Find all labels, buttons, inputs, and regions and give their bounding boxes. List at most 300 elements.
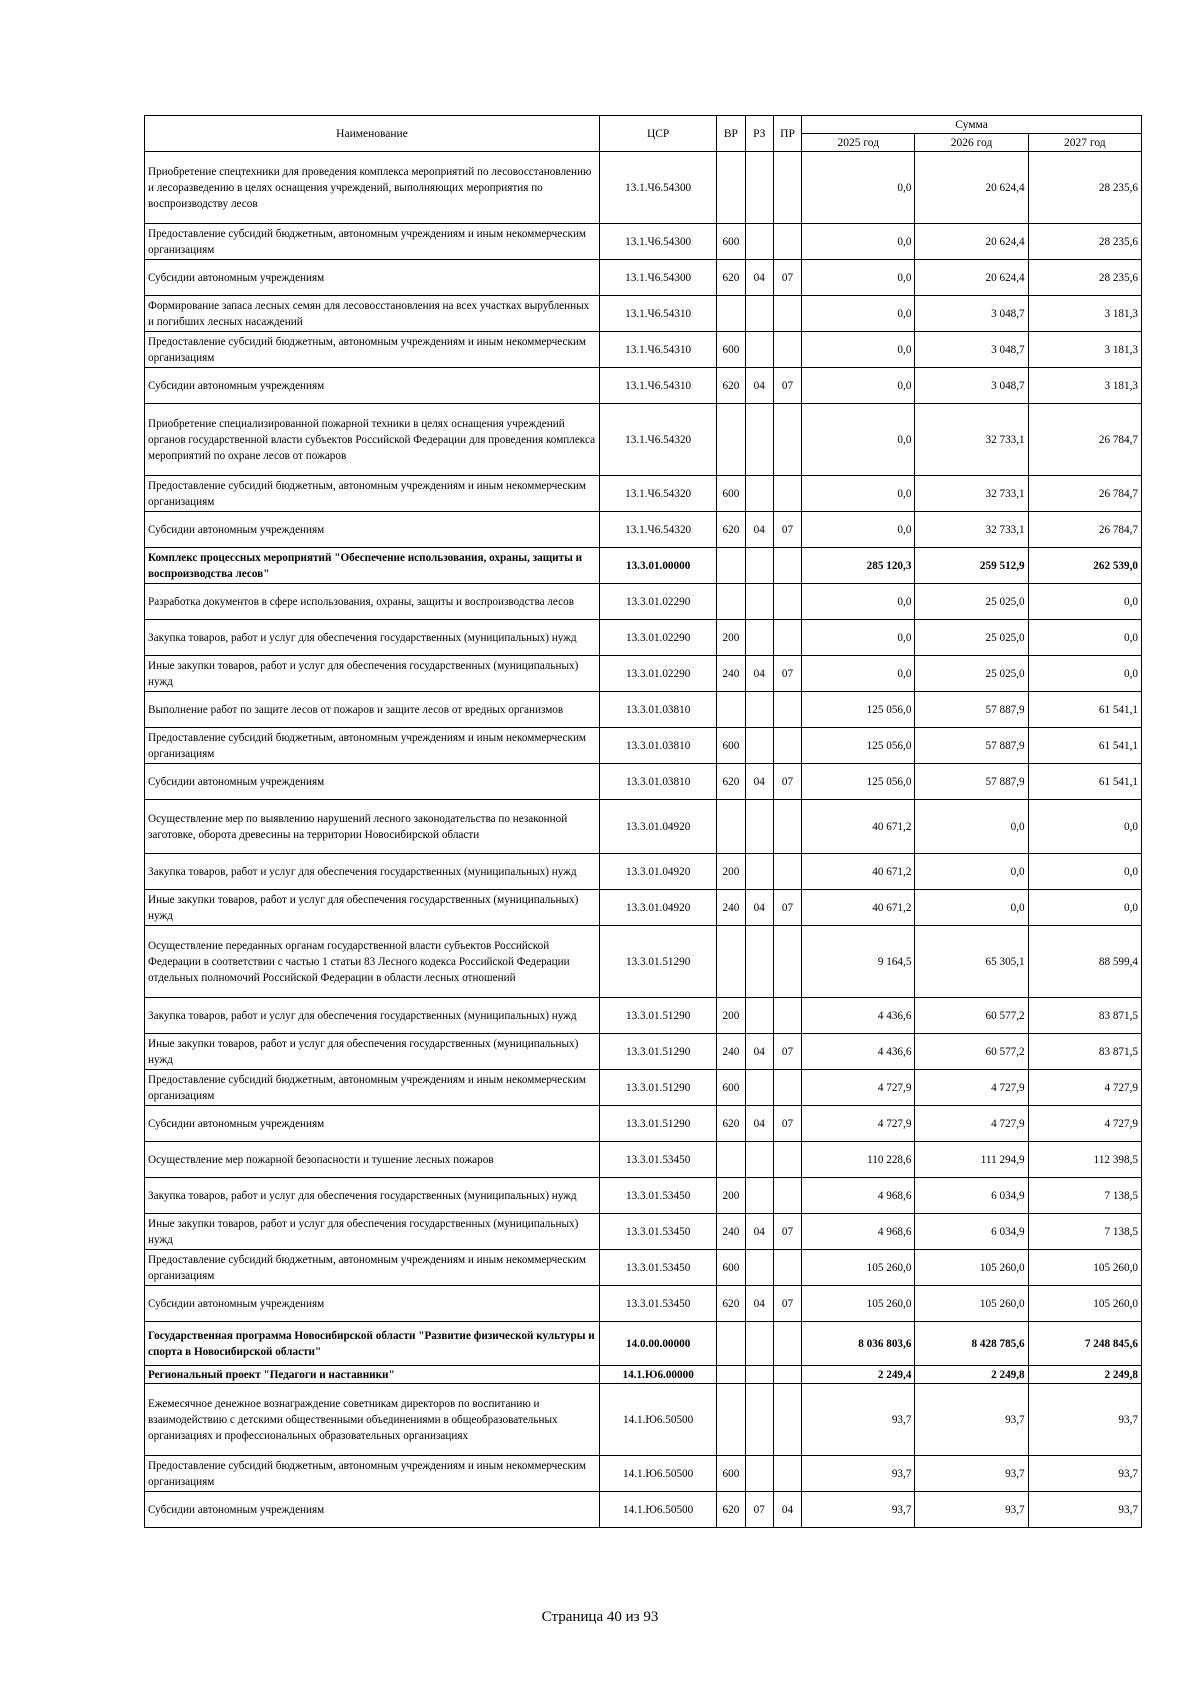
row-rz: 04	[745, 890, 773, 926]
row-pr	[773, 800, 801, 854]
row-name: Иные закупки товаров, работ и услуг для обеспечения государственных (муниципальных) нужд	[145, 656, 600, 692]
row-pr: 07	[773, 890, 801, 926]
row-sum-2026: 111 294,9	[915, 1142, 1028, 1178]
row-sum-2025: 0,0	[802, 656, 915, 692]
row-pr	[773, 1384, 801, 1456]
row-csr: 13.3.01.04920	[600, 800, 717, 854]
row-vr: 620	[717, 260, 745, 296]
row-vr	[717, 692, 745, 728]
row-rz: 04	[745, 1106, 773, 1142]
table-row	[145, 584, 1142, 620]
row-pr	[773, 152, 801, 224]
row-pr	[773, 926, 801, 998]
row-sum-2026: 93,7	[915, 1384, 1028, 1456]
row-rz: 04	[745, 656, 773, 692]
row-name: Приобретение спецтехники для проведения комплекса мероприятий по лесовосстановлению и лесоразведению в целях оснащения учреждений, выполняющих мероприятия по воспроизводству лесов	[145, 152, 600, 224]
row-sum-2025: 4 436,6	[802, 998, 915, 1034]
row-vr: 240	[717, 1034, 745, 1070]
row-sum-2025: 0,0	[802, 332, 915, 368]
row-pr: 07	[773, 368, 801, 404]
row-name: Закупка товаров, работ и услуг для обеспечения государственных (муниципальных) нужд	[145, 998, 600, 1034]
row-vr: 200	[717, 854, 745, 890]
row-name: Разработка документов в сфере использования, охраны, защиты и воспроизводства лесов	[145, 584, 600, 620]
row-pr	[773, 998, 801, 1034]
row-rz	[745, 998, 773, 1034]
row-sum-2027: 4 727,9	[1028, 1106, 1141, 1142]
row-vr	[717, 800, 745, 854]
row-sum-2027: 88 599,4	[1028, 926, 1141, 998]
row-rz	[745, 728, 773, 764]
row-csr: 13.3.01.04920	[600, 854, 717, 890]
row-sum-2026: 60 577,2	[915, 998, 1028, 1034]
row-rz: 04	[745, 1286, 773, 1322]
row-sum-2026: 3 048,7	[915, 296, 1028, 332]
row-sum-2027: 0,0	[1028, 854, 1141, 890]
row-name: Государственная программа Новосибирской области "Развитие физической культуры и спорта в Новосибирской области"	[145, 1322, 600, 1366]
row-sum-2025: 8 036 803,6	[802, 1322, 915, 1366]
row-sum-2026: 93,7	[915, 1456, 1028, 1492]
row-csr: 14.1.Ю6.50500	[600, 1384, 717, 1456]
row-csr: 13.1.Ч6.54320	[600, 476, 717, 512]
row-csr: 13.3.01.03810	[600, 692, 717, 728]
row-vr	[717, 584, 745, 620]
row-vr: 600	[717, 1456, 745, 1492]
row-sum-2026: 57 887,9	[915, 764, 1028, 800]
row-vr: 620	[717, 512, 745, 548]
row-rz: 07	[745, 1492, 773, 1528]
table-row	[145, 656, 1142, 692]
row-vr: 240	[717, 1214, 745, 1250]
row-sum-2027: 0,0	[1028, 656, 1141, 692]
row-sum-2027: 0,0	[1028, 800, 1141, 854]
row-sum-2025: 93,7	[802, 1456, 915, 1492]
row-sum-2026: 60 577,2	[915, 1034, 1028, 1070]
row-pr	[773, 332, 801, 368]
row-csr: 13.1.Ч6.54300	[600, 152, 717, 224]
row-pr	[773, 1178, 801, 1214]
row-sum-2027: 105 260,0	[1028, 1286, 1141, 1322]
row-sum-2027: 83 871,5	[1028, 998, 1141, 1034]
row-pr: 07	[773, 656, 801, 692]
row-sum-2027: 28 235,6	[1028, 260, 1141, 296]
header-sum: Сумма	[802, 116, 1142, 134]
row-name: Предоставление субсидий бюджетным, автономным учреждениям и иным некоммерческим организациям	[145, 332, 600, 368]
table-row	[145, 296, 1142, 332]
row-sum-2025: 110 228,6	[802, 1142, 915, 1178]
table-row	[145, 692, 1142, 728]
row-name: Субсидии автономным учреждениям	[145, 512, 600, 548]
header-vr: ВР	[717, 116, 745, 152]
row-csr: 13.3.01.51290	[600, 1106, 717, 1142]
row-sum-2027: 0,0	[1028, 584, 1141, 620]
page-number: Страница 40 из 93	[541, 1609, 659, 1625]
row-sum-2026: 93,7	[915, 1492, 1028, 1528]
row-name: Осуществление мер пожарной безопасности и тушение лесных пожаров	[145, 1142, 600, 1178]
row-pr: 07	[773, 260, 801, 296]
row-csr: 13.3.01.51290	[600, 998, 717, 1034]
row-sum-2025: 40 671,2	[802, 800, 915, 854]
row-vr	[717, 404, 745, 476]
row-name: Региональный проект "Педагоги и наставники"	[145, 1366, 600, 1384]
row-pr	[773, 1366, 801, 1384]
row-pr: 07	[773, 1214, 801, 1250]
row-sum-2025: 93,7	[802, 1492, 915, 1528]
row-pr	[773, 1250, 801, 1286]
row-sum-2027: 0,0	[1028, 620, 1141, 656]
row-pr	[773, 728, 801, 764]
row-csr: 14.1.Ю6.50500	[600, 1492, 717, 1528]
row-sum-2027: 105 260,0	[1028, 1250, 1141, 1286]
row-rz: 04	[745, 512, 773, 548]
row-sum-2027: 28 235,6	[1028, 152, 1141, 224]
row-vr: 200	[717, 620, 745, 656]
row-rz: 04	[745, 1214, 773, 1250]
row-sum-2025: 0,0	[802, 296, 915, 332]
row-sum-2026: 20 624,4	[915, 224, 1028, 260]
row-name: Приобретение специализированной пожарной техники в целях оснащения учреждений органов государственной власти субъектов Российской Федерации для проведения комплекса мероприятий по охране лесов от пожаров	[145, 404, 600, 476]
table-row	[145, 1034, 1142, 1070]
table-row	[145, 728, 1142, 764]
row-sum-2026: 3 048,7	[915, 332, 1028, 368]
row-rz	[745, 476, 773, 512]
row-sum-2025: 0,0	[802, 476, 915, 512]
row-rz	[745, 1366, 773, 1384]
row-sum-2027: 112 398,5	[1028, 1142, 1141, 1178]
row-sum-2026: 57 887,9	[915, 692, 1028, 728]
row-csr: 13.3.01.02290	[600, 656, 717, 692]
row-vr: 600	[717, 224, 745, 260]
row-sum-2026: 65 305,1	[915, 926, 1028, 998]
row-pr: 07	[773, 1106, 801, 1142]
row-sum-2027: 93,7	[1028, 1456, 1141, 1492]
row-vr: 620	[717, 764, 745, 800]
table-row	[145, 800, 1142, 854]
row-sum-2026: 20 624,4	[915, 152, 1028, 224]
row-sum-2027: 3 181,3	[1028, 332, 1141, 368]
row-csr: 13.3.01.00000	[600, 548, 717, 584]
table-row	[145, 854, 1142, 890]
row-csr: 13.1.Ч6.54310	[600, 368, 717, 404]
row-sum-2027: 28 235,6	[1028, 224, 1141, 260]
row-rz	[745, 1070, 773, 1106]
row-pr	[773, 1142, 801, 1178]
row-vr	[717, 926, 745, 998]
row-sum-2026: 25 025,0	[915, 584, 1028, 620]
row-sum-2025: 125 056,0	[802, 692, 915, 728]
row-sum-2027: 2 249,8	[1028, 1366, 1141, 1384]
table-row	[145, 1366, 1142, 1384]
row-sum-2026: 57 887,9	[915, 728, 1028, 764]
row-csr: 13.3.01.51290	[600, 1070, 717, 1106]
row-pr	[773, 1322, 801, 1366]
table-row	[145, 1178, 1142, 1214]
row-sum-2027: 26 784,7	[1028, 404, 1141, 476]
row-sum-2025: 4 727,9	[802, 1106, 915, 1142]
row-name: Закупка товаров, работ и услуг для обеспечения государственных (муниципальных) нужд	[145, 854, 600, 890]
row-vr: 600	[717, 1250, 745, 1286]
row-sum-2025: 0,0	[802, 152, 915, 224]
row-name: Выполнение работ по защите лесов от пожаров и защите лесов от вредных организмов	[145, 692, 600, 728]
row-name: Субсидии автономным учреждениям	[145, 368, 600, 404]
table-row	[145, 1492, 1142, 1528]
row-name: Предоставление субсидий бюджетным, автономным учреждениям и иным некоммерческим организациям	[145, 1250, 600, 1286]
row-sum-2026: 259 512,9	[915, 548, 1028, 584]
row-vr: 600	[717, 1070, 745, 1106]
table-row	[145, 548, 1142, 584]
table-header	[145, 116, 1142, 152]
row-pr	[773, 1456, 801, 1492]
row-csr: 13.1.Ч6.54320	[600, 404, 717, 476]
row-vr	[717, 1384, 745, 1456]
row-sum-2025: 4 727,9	[802, 1070, 915, 1106]
row-sum-2025: 0,0	[802, 224, 915, 260]
row-pr: 07	[773, 512, 801, 548]
row-sum-2025: 4 436,6	[802, 1034, 915, 1070]
row-sum-2027: 4 727,9	[1028, 1070, 1141, 1106]
row-name: Субсидии автономным учреждениям	[145, 764, 600, 800]
row-vr: 600	[717, 476, 745, 512]
header-year-2026: 2026 год	[915, 134, 1028, 152]
table-row	[145, 1250, 1142, 1286]
row-pr: 07	[773, 1034, 801, 1070]
row-rz	[745, 152, 773, 224]
row-pr	[773, 620, 801, 656]
table-row	[145, 1322, 1142, 1366]
row-name: Предоставление субсидий бюджетным, автономным учреждениям и иным некоммерческим организациям	[145, 1456, 600, 1492]
row-csr: 14.1.Ю6.00000	[600, 1366, 717, 1384]
row-rz	[745, 1178, 773, 1214]
row-sum-2026: 32 733,1	[915, 404, 1028, 476]
row-sum-2027: 61 541,1	[1028, 692, 1141, 728]
table-row	[145, 1106, 1142, 1142]
row-name: Осуществление мер по выявлению нарушений лесного законодательства по незаконной заготовке, оборота древесины на территории Новосибирской области	[145, 800, 600, 854]
row-csr: 13.3.01.04920	[600, 890, 717, 926]
row-sum-2027: 7 138,5	[1028, 1178, 1141, 1214]
row-sum-2027: 262 539,0	[1028, 548, 1141, 584]
row-sum-2026: 32 733,1	[915, 512, 1028, 548]
row-csr: 13.3.01.02290	[600, 584, 717, 620]
row-name: Комплекс процессных мероприятий "Обеспечение использования, охраны, защиты и воспроизводства лесов"	[145, 548, 600, 584]
table-row	[145, 152, 1142, 224]
row-rz	[745, 1456, 773, 1492]
row-sum-2026: 4 727,9	[915, 1106, 1028, 1142]
row-sum-2027: 7 248 845,6	[1028, 1322, 1141, 1366]
row-rz	[745, 1322, 773, 1366]
row-vr	[717, 296, 745, 332]
row-name: Иные закупки товаров, работ и услуг для обеспечения государственных (муниципальных) нужд	[145, 1034, 600, 1070]
row-rz	[745, 854, 773, 890]
row-sum-2026: 105 260,0	[915, 1286, 1028, 1322]
header-pr: ПР	[773, 116, 801, 152]
table-body	[145, 152, 1142, 1528]
row-sum-2026: 32 733,1	[915, 476, 1028, 512]
table-row	[145, 1286, 1142, 1322]
row-rz: 04	[745, 260, 773, 296]
row-name: Иные закупки товаров, работ и услуг для обеспечения государственных (муниципальных) нужд	[145, 890, 600, 926]
row-sum-2025: 105 260,0	[802, 1286, 915, 1322]
table-row	[145, 1142, 1142, 1178]
header-name: Наименование	[145, 116, 600, 152]
row-name: Иные закупки товаров, работ и услуг для обеспечения государственных (муниципальных) нужд	[145, 1214, 600, 1250]
row-sum-2025: 125 056,0	[802, 764, 915, 800]
row-vr	[717, 1366, 745, 1384]
table-row	[145, 764, 1142, 800]
row-sum-2026: 0,0	[915, 890, 1028, 926]
row-csr: 13.3.01.03810	[600, 764, 717, 800]
row-name: Осуществление переданных органам государственной власти субъектов Российской Федерации в соответствии с частью 1 статьи 83 Лесного кодекса Российской Федерации отдельных полномочий Российской Федерации в области лесных отношений	[145, 926, 600, 998]
row-pr: 07	[773, 1286, 801, 1322]
row-pr	[773, 584, 801, 620]
row-sum-2025: 40 671,2	[802, 890, 915, 926]
header-csr: ЦСР	[600, 116, 717, 152]
table-row	[145, 1456, 1142, 1492]
header-year-2025: 2025 год	[802, 134, 915, 152]
row-sum-2026: 0,0	[915, 854, 1028, 890]
row-sum-2027: 3 181,3	[1028, 368, 1141, 404]
row-sum-2026: 6 034,9	[915, 1178, 1028, 1214]
table-row	[145, 512, 1142, 548]
row-vr: 240	[717, 656, 745, 692]
row-rz	[745, 800, 773, 854]
row-csr: 13.1.Ч6.54300	[600, 260, 717, 296]
row-vr: 620	[717, 1106, 745, 1142]
row-sum-2025: 0,0	[802, 584, 915, 620]
row-sum-2026: 8 428 785,6	[915, 1322, 1028, 1366]
row-sum-2027: 0,0	[1028, 890, 1141, 926]
row-sum-2026: 3 048,7	[915, 368, 1028, 404]
row-sum-2025: 285 120,3	[802, 548, 915, 584]
table-row	[145, 1214, 1142, 1250]
row-rz	[745, 296, 773, 332]
row-sum-2026: 2 249,8	[915, 1366, 1028, 1384]
table-row	[145, 332, 1142, 368]
row-vr: 200	[717, 1178, 745, 1214]
row-csr: 13.3.01.51290	[600, 926, 717, 998]
row-csr: 13.1.Ч6.54300	[600, 224, 717, 260]
row-csr: 14.0.00.00000	[600, 1322, 717, 1366]
row-sum-2027: 26 784,7	[1028, 476, 1141, 512]
row-pr	[773, 476, 801, 512]
row-vr	[717, 1142, 745, 1178]
row-sum-2025: 9 164,5	[802, 926, 915, 998]
row-vr: 240	[717, 890, 745, 926]
row-name: Субсидии автономным учреждениям	[145, 1492, 600, 1528]
row-csr: 13.3.01.53450	[600, 1214, 717, 1250]
row-csr: 13.1.Ч6.54310	[600, 296, 717, 332]
row-vr: 600	[717, 332, 745, 368]
row-pr	[773, 296, 801, 332]
row-csr: 13.3.01.53450	[600, 1286, 717, 1322]
table-row	[145, 476, 1142, 512]
row-name: Предоставление субсидий бюджетным, автономным учреждениям и иным некоммерческим организациям	[145, 476, 600, 512]
row-vr: 620	[717, 368, 745, 404]
row-vr: 620	[717, 1492, 745, 1528]
table-row	[145, 404, 1142, 476]
row-sum-2027: 61 541,1	[1028, 764, 1141, 800]
row-sum-2026: 4 727,9	[915, 1070, 1028, 1106]
row-sum-2025: 4 968,6	[802, 1178, 915, 1214]
row-name: Закупка товаров, работ и услуг для обеспечения государственных (муниципальных) нужд	[145, 620, 600, 656]
row-sum-2027: 3 181,3	[1028, 296, 1141, 332]
row-rz	[745, 692, 773, 728]
row-name: Предоставление субсидий бюджетным, автономным учреждениям и иным некоммерческим организациям	[145, 1070, 600, 1106]
row-pr	[773, 224, 801, 260]
table-row	[145, 368, 1142, 404]
row-vr	[717, 1322, 745, 1366]
row-csr: 13.1.Ч6.54320	[600, 512, 717, 548]
row-name: Предоставление субсидий бюджетным, автономным учреждениям и иным некоммерческим организациям	[145, 224, 600, 260]
row-pr	[773, 548, 801, 584]
table-row	[145, 260, 1142, 296]
row-csr: 13.3.01.51290	[600, 1034, 717, 1070]
row-name: Формирование запаса лесных семян для лесовосстановления на всех участках вырубленных и погибших лесных насаждений	[145, 296, 600, 332]
row-pr: 04	[773, 1492, 801, 1528]
row-sum-2026: 105 260,0	[915, 1250, 1028, 1286]
table-row	[145, 926, 1142, 998]
row-csr: 13.3.01.02290	[600, 620, 717, 656]
table-row	[145, 890, 1142, 926]
row-sum-2025: 0,0	[802, 512, 915, 548]
row-sum-2025: 125 056,0	[802, 728, 915, 764]
row-sum-2025: 4 968,6	[802, 1214, 915, 1250]
row-sum-2025: 0,0	[802, 260, 915, 296]
row-sum-2026: 6 034,9	[915, 1214, 1028, 1250]
header-rz: РЗ	[745, 116, 773, 152]
row-sum-2025: 2 249,4	[802, 1366, 915, 1384]
row-rz	[745, 584, 773, 620]
row-rz: 04	[745, 368, 773, 404]
row-sum-2026: 20 624,4	[915, 260, 1028, 296]
row-sum-2026: 25 025,0	[915, 656, 1028, 692]
row-pr	[773, 854, 801, 890]
table-row	[145, 224, 1142, 260]
row-rz	[745, 1250, 773, 1286]
row-vr	[717, 152, 745, 224]
row-vr	[717, 548, 745, 584]
row-sum-2027: 83 871,5	[1028, 1034, 1141, 1070]
row-name: Ежемесячное денежное вознаграждение советникам директоров по воспитанию и взаимодействию с детскими общественными объединениями в общеобразовательных организациях и профессиональных образовательных организациях	[145, 1384, 600, 1456]
table-row	[145, 998, 1142, 1034]
row-rz	[745, 1142, 773, 1178]
row-sum-2026: 25 025,0	[915, 620, 1028, 656]
row-name: Предоставление субсидий бюджетным, автономным учреждениям и иным некоммерческим организациям	[145, 728, 600, 764]
row-csr: 13.3.01.53450	[600, 1178, 717, 1214]
budget-table	[144, 115, 1142, 1528]
row-name: Субсидии автономным учреждениям	[145, 1286, 600, 1322]
row-sum-2027: 7 138,5	[1028, 1214, 1141, 1250]
row-vr: 620	[717, 1286, 745, 1322]
row-csr: 14.1.Ю6.50500	[600, 1456, 717, 1492]
row-sum-2026: 0,0	[915, 800, 1028, 854]
row-rz	[745, 224, 773, 260]
row-sum-2027: 93,7	[1028, 1384, 1141, 1456]
row-rz	[745, 1384, 773, 1456]
table-row	[145, 1070, 1142, 1106]
row-sum-2025: 0,0	[802, 368, 915, 404]
row-vr: 600	[717, 728, 745, 764]
row-sum-2027: 93,7	[1028, 1492, 1141, 1528]
header-year-2027: 2027 год	[1028, 134, 1141, 152]
row-name: Субсидии автономным учреждениям	[145, 1106, 600, 1142]
row-vr: 200	[717, 998, 745, 1034]
row-sum-2027: 61 541,1	[1028, 728, 1141, 764]
row-pr	[773, 404, 801, 476]
row-name: Субсидии автономным учреждениям	[145, 260, 600, 296]
row-pr	[773, 692, 801, 728]
row-sum-2025: 0,0	[802, 404, 915, 476]
row-rz: 04	[745, 764, 773, 800]
table-row	[145, 1384, 1142, 1456]
